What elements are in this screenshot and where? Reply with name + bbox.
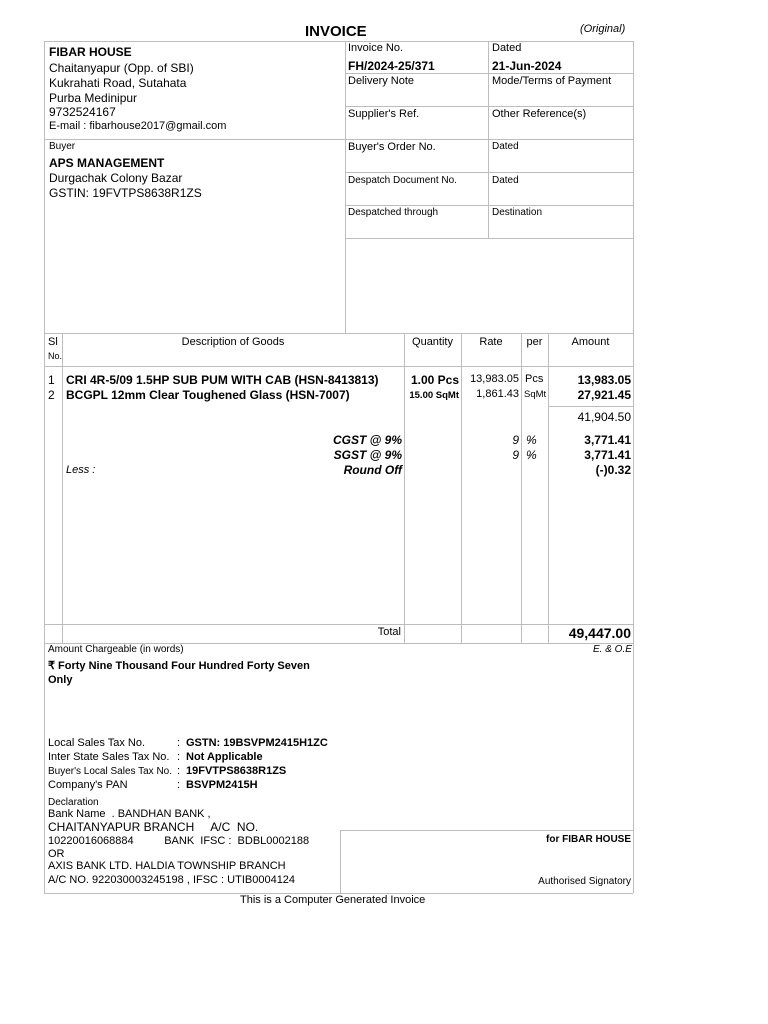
less-label: Less : xyxy=(66,464,96,476)
seller-phone: 9732524167 xyxy=(49,105,116,119)
item-per: Pcs xyxy=(525,373,544,385)
meta-row4 xyxy=(345,172,633,173)
company-pan-value: BSVPM2415H xyxy=(186,779,258,791)
inter-state-tax-label: Inter State Sales Tax No. xyxy=(48,751,170,763)
bank-line: A/C NO. 922030003245198 , IFSC : UTIB0004124 xyxy=(48,874,296,886)
bank-line: Bank Name . BANDHAN BANK , xyxy=(48,808,211,820)
buyers-order-dated-label: Dated xyxy=(492,141,519,152)
copy-label: (Original) xyxy=(580,23,626,35)
table-top xyxy=(44,333,633,334)
table-header-bottom xyxy=(44,366,633,367)
col-header-sl: Sl xyxy=(48,336,58,348)
col-header-description: Description of Goods xyxy=(181,336,285,348)
mode-terms-label: Mode/Terms of Payment xyxy=(492,75,612,87)
seller-buyer-divider xyxy=(44,139,345,140)
item-rate: 13,983.05 xyxy=(470,373,519,385)
destination-label: Destination xyxy=(492,207,543,218)
subtotal-line xyxy=(548,406,633,407)
bank-line: AXIS BANK LTD. HALDIA TOWNSHIP BRANCH xyxy=(48,860,286,872)
eoe-label: E. & O.E xyxy=(593,644,632,655)
item-sl: 1 xyxy=(48,373,55,387)
despatch-doc-label: Despatch Document No. xyxy=(348,175,457,186)
item-rate: 1,861.43 xyxy=(476,388,519,400)
dated-value: 21-Jun-2024 xyxy=(492,59,562,73)
item-description: CRI 4R-5/09 1.5HP SUB PUM WITH CAB (HSN-8413813) xyxy=(66,373,379,387)
suppliers-ref-label: Supplier's Ref. xyxy=(348,108,420,120)
declaration-label: Declaration xyxy=(48,797,99,808)
inter-state-tax-value: Not Applicable xyxy=(186,751,263,763)
meta-row3 xyxy=(345,139,633,140)
round-off-amount: (-)0.32 xyxy=(595,463,631,477)
total-label: Total xyxy=(377,626,401,638)
buyer-local-tax-value: 19FVTPS8638R1ZS xyxy=(186,765,287,777)
meta-row2 xyxy=(345,106,633,107)
authorised-signatory-label: Authorised Signatory xyxy=(538,876,631,887)
subtotal-amount: 41,904.50 xyxy=(577,410,631,424)
other-ref-label: Other Reference(s) xyxy=(492,108,587,120)
sgst-label: SGST @ 9% xyxy=(333,448,402,462)
signature-left xyxy=(340,830,341,893)
invoice-no-label: Invoice No. xyxy=(348,42,404,54)
buyer-label: Buyer xyxy=(49,141,76,152)
colon: : xyxy=(177,765,181,777)
invoice-title: INVOICE xyxy=(305,23,367,40)
item-quantity: 15.00 SqMt xyxy=(409,390,459,401)
footer-note: This is a Computer Generated Invoice xyxy=(240,894,426,906)
item-amount: 13,983.05 xyxy=(577,373,631,387)
buyer-name: APS MANAGEMENT xyxy=(49,156,165,170)
buyers-order-label: Buyer's Order No. xyxy=(348,141,436,153)
col-header-per: per xyxy=(526,336,543,348)
seller-address-line: Kukrahati Road, Sutahata xyxy=(49,76,187,90)
cgst-per: % xyxy=(526,433,537,447)
col-header-quantity: Quantity xyxy=(412,336,453,348)
meta-row5 xyxy=(345,205,633,206)
company-pan-label: Company's PAN xyxy=(48,779,128,791)
seller-email: E-mail : fibarhouse2017@gmail.com xyxy=(49,120,227,132)
amount-words-label: Amount Chargeable (in words) xyxy=(48,644,184,655)
bank-line: 10220016068884 BANK IFSC : BDBL0002188 xyxy=(48,835,310,847)
seller-name: FIBAR HOUSE xyxy=(49,45,132,59)
buyer-gstin: GSTIN: 19FVTPS8638R1ZS xyxy=(49,186,202,200)
frame-top xyxy=(44,41,633,42)
delivery-note-label: Delivery Note xyxy=(348,75,415,87)
sgst-rate: 9 xyxy=(512,448,519,462)
cgst-rate: 9 xyxy=(512,433,519,447)
total-amount: 49,447.00 xyxy=(568,625,631,641)
top-mid-divider xyxy=(345,41,346,333)
despatched-through-label: Despatched through xyxy=(348,207,439,218)
item-amount: 27,921.45 xyxy=(577,388,631,402)
sgst-per: % xyxy=(526,448,537,462)
total-line xyxy=(44,624,633,625)
frame-right xyxy=(633,41,634,893)
invoice-no-value: FH/2024-25/371 xyxy=(348,59,435,73)
col-header-rate: Rate xyxy=(479,336,503,348)
amount-words-line1: ₹ Forty Nine Thousand Four Hundred Forty Seven xyxy=(48,660,310,672)
local-sales-tax-label: Local Sales Tax No. xyxy=(48,737,146,749)
buyer-local-tax-label: Buyer's Local Sales Tax No. xyxy=(48,766,173,777)
seller-address-line: Chaitanyapur (Opp. of SBI) xyxy=(49,61,194,75)
bank-line: OR xyxy=(48,848,65,860)
col-header-no: No. xyxy=(48,351,63,361)
colon: : xyxy=(177,737,181,749)
sgst-amount: 3,771.41 xyxy=(584,448,631,462)
local-sales-tax-value: GSTN: 19BSVPM2415H1ZC xyxy=(186,737,328,749)
despatch-doc-dated-label: Dated xyxy=(492,175,519,186)
colon: : xyxy=(177,779,181,791)
signature-top xyxy=(340,830,633,831)
col-sl xyxy=(62,333,63,643)
col-header-amount: Amount xyxy=(571,336,610,348)
buyer-address: Durgachak Colony Bazar xyxy=(49,171,183,185)
bank-line: CHAITANYAPUR BRANCH A/C NO. xyxy=(48,820,259,834)
meta-row6 xyxy=(345,238,633,239)
cgst-label: CGST @ 9% xyxy=(332,433,402,447)
amount-words-line2: Only xyxy=(48,674,73,686)
item-quantity: 1.00 Pcs xyxy=(410,373,459,387)
frame-left xyxy=(44,41,45,893)
colon: : xyxy=(177,751,181,763)
seller-address-line: Purba Medinipur xyxy=(49,91,138,105)
dated-label: Dated xyxy=(492,42,522,54)
item-sl: 2 xyxy=(48,388,55,402)
meta-row1 xyxy=(345,73,633,74)
col-rate xyxy=(521,333,522,643)
item-per: SqMt xyxy=(524,389,547,400)
for-company-label: for FIBAR HOUSE xyxy=(546,834,631,845)
item-description: BCGPL 12mm Clear Toughened Glass (HSN-7007) xyxy=(66,388,350,402)
cgst-amount: 3,771.41 xyxy=(584,433,631,447)
round-off-label: Round Off xyxy=(343,463,402,477)
